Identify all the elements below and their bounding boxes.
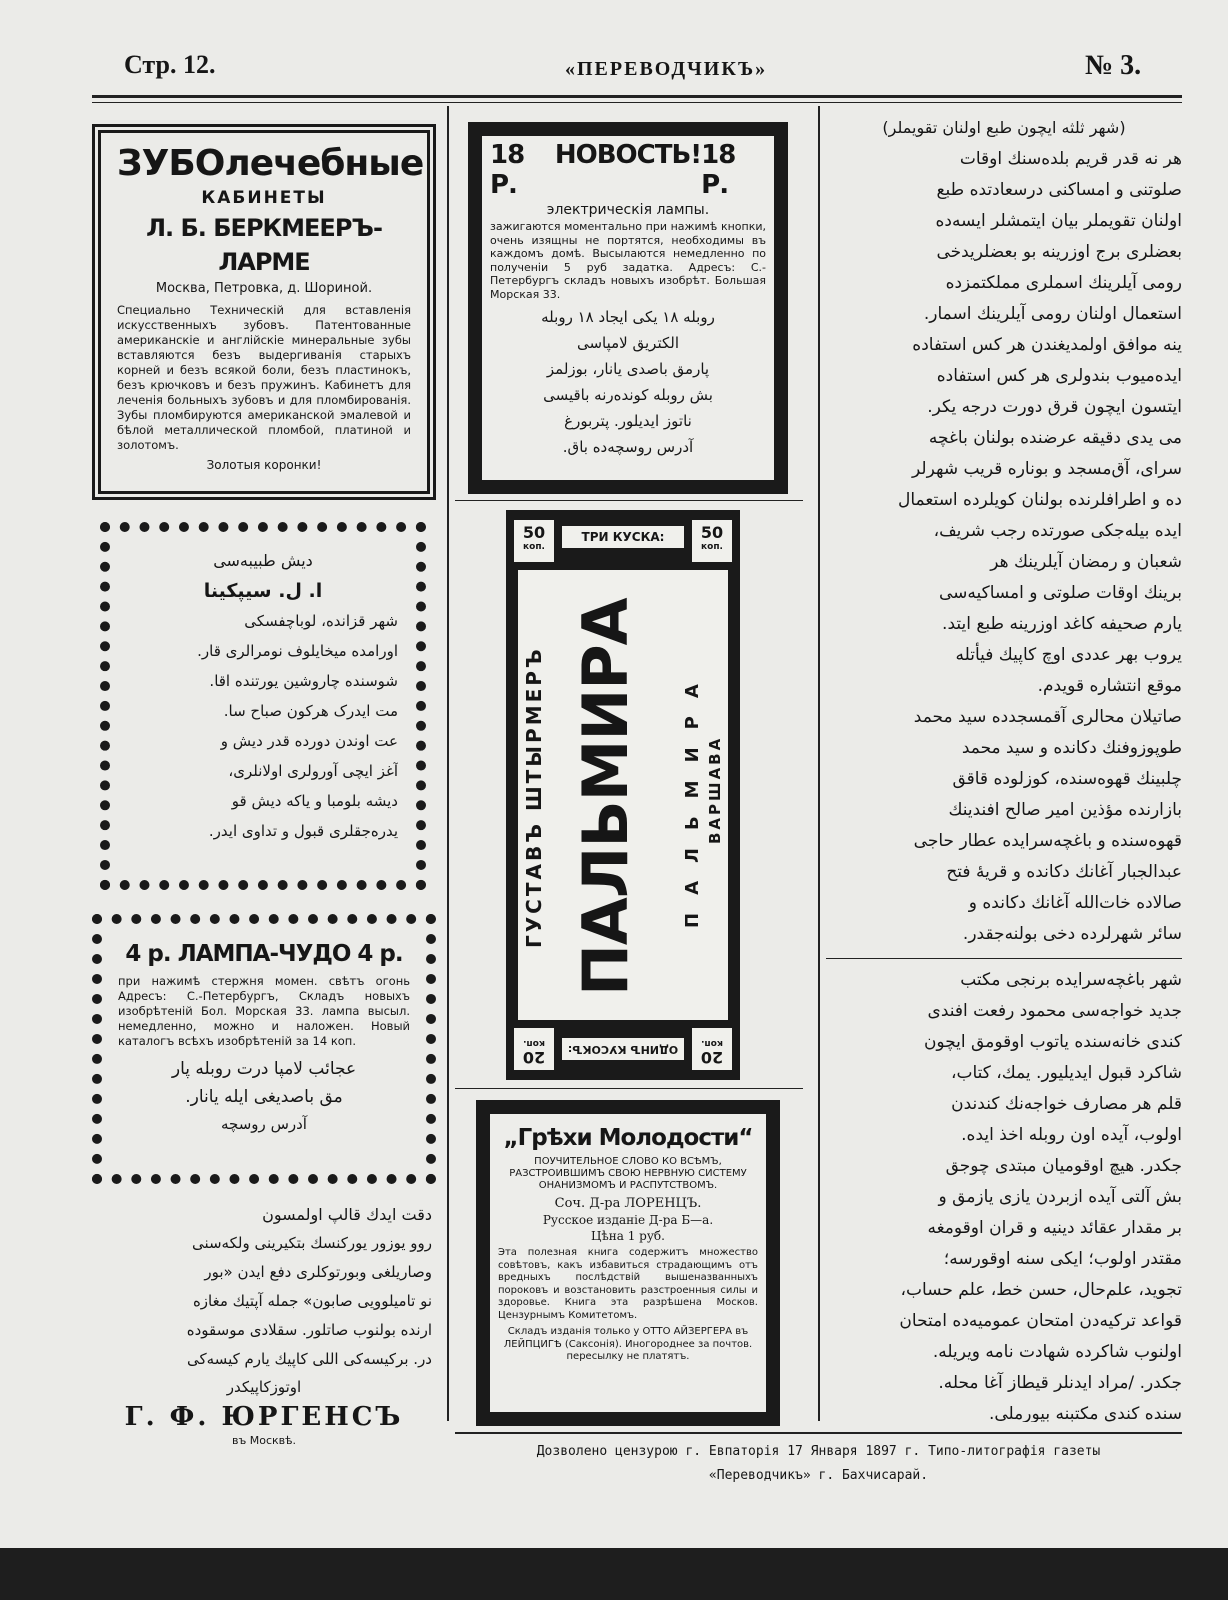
- lamps-tatar-6: آدرس روسچه‌ده باق.: [562, 438, 694, 456]
- article-line: یارم صحیفه کاغد اوزرینه طبع ایتد.: [942, 614, 1182, 634]
- article-line: می یدی دقیقه عرضنده بولنان باغچه: [928, 428, 1182, 448]
- price-top-left-value: 50: [522, 523, 546, 542]
- price-top-right-value: 50: [700, 523, 724, 542]
- dentist-line-2: ا. ل. سیپکینا: [203, 580, 323, 602]
- article-line: اولنوب شاکرده شهادت نامه ویریله.: [932, 1342, 1182, 1362]
- article-line: شعبان و رمضان آیلرینك هر: [990, 552, 1182, 572]
- lampa-chudo-ad: [92, 914, 436, 1184]
- article-line: استعمال اولنان رومی آیلرینك اسمار.: [923, 304, 1182, 324]
- article-line: مقتدر اولوب؛ ایکی سنه اوقورسه؛: [943, 1249, 1182, 1269]
- article-line: قواعد ترکیه‌دن امتحان عمومیه‌ده امتحان: [899, 1311, 1182, 1331]
- lampa-chudo-title: 4 р. ЛАМПА-ЧУДО 4 р.: [125, 941, 403, 967]
- article-line: ینه موافق اولمدیغندن هر کس استفاده: [912, 335, 1182, 355]
- soap-ad-city: въ Москвѣ.: [231, 1434, 297, 1447]
- imprint-line-2: «Переводчикъ» г. Бахчисарай.: [708, 1468, 929, 1483]
- imprint-line-1: Дозволено цензурою г. Евпаторія 17 Января 1897 г. Типо-литографія газеты: [536, 1444, 1101, 1459]
- soap-line-3: وصاریلغی وبورتوکلری دفع ایدن «بور: [204, 1263, 432, 1281]
- lamps-price-right: 18 Р.: [701, 140, 736, 200]
- column-rule-left: [447, 106, 449, 1421]
- price-badge-top-right: [690, 518, 734, 564]
- right-column-article: [826, 112, 1182, 1422]
- lampa-chudo-tatar-2: مق باصدیغی ایله یانار.: [185, 1087, 343, 1107]
- article-line: شهر باغچەسرایده برنجی مکتب: [960, 970, 1182, 990]
- dental-ad-title: ЗУБОлечебные: [117, 143, 424, 184]
- article-line: اولوب، آیده اون روبله اخذ ایده.: [961, 1125, 1182, 1145]
- article-line: قلم هر مصارف خواجەنك کندندن: [951, 1094, 1182, 1114]
- article-line: سنده کندی مکتبنه بیورملی.: [988, 1404, 1182, 1422]
- lamps-title-row: [490, 140, 766, 200]
- dental-ad-name: Л. Б. БЕРКМЕЕРЪ-ЛАРМЕ: [146, 214, 382, 276]
- lamps-subtitle: электрическія лампы.: [546, 202, 710, 218]
- book-title: „Грѣхи Молодости“: [503, 1125, 753, 1151]
- book-footer: Складъ изданія только у ОТТО АЙЗЕРГЕРА въ ЛЕЙПЦИГѢ (Саксонія). Иногороднее за почтов. пересылку не платятъ.: [503, 1326, 753, 1362]
- article-line: جکدر. هیچ اوقومیان مبتدی چوجق: [945, 1156, 1182, 1176]
- price-bottom-left-value: 20: [522, 1048, 546, 1067]
- dental-ad-body: Специально Техническій для вставленія искусственныхъ зубовъ. Патентованные американскіе и англійскіе минеральные зубы вставляются безъ выдергиванія старыхъ корней и безъ всякой боли, безъ пластинокъ, безъ крючковъ и безъ пружинъ. Кабинетъ для леченія больныхъ зубовъ и для пломбированія. Зубы пломбируются американской эмалевой и бѣлой металлической пломбой, платиной и золотомъ.: [117, 303, 411, 452]
- article-line: یروب بهر عددی اوچ کاپیك فیأتله: [955, 645, 1182, 665]
- article-line: بعضلری برج اوزرینه بو بعضلریدخی: [936, 242, 1182, 262]
- article-line: تجوید، علم‌حال، حسن خط، علم حساب،: [900, 1280, 1182, 1300]
- header-rule: [92, 95, 1182, 98]
- book-subtitle: ПОУЧИТЕЛЬНОЕ СЛОВО КО ВСѢМЪ, РАЗСТРОИВШИМЪ СВОЮ НЕРВНУЮ СИСТЕМУ ОНАНИЗМОМЪ И РАСПУТСТВОМЪ.: [509, 1156, 747, 1191]
- article-line: قهوەسنده و باغچەسرایده عطار حاجی: [913, 831, 1182, 851]
- price-badge-top-left: [512, 518, 556, 564]
- article-line: ده و اطرافلرنده بولنان کویلرده استعمال: [898, 490, 1182, 510]
- dentist-tatar-ad: [100, 522, 426, 890]
- article-line: بازارنده مؤذین امیر صالح افندینك: [948, 800, 1182, 820]
- book-ad: [476, 1100, 780, 1426]
- one-piece-label: ОДИНЪ КУСОКЪ:: [562, 1038, 684, 1060]
- soap-line-6: در. برکیسەکی اللی کاپیك یارم کیسه‌کی: [187, 1350, 432, 1368]
- lamps-tatar-1: روبله ۱۸ یکی ایجاد ۱۸ روبله: [541, 308, 715, 326]
- article-line: ایدەمیوب بندولری هر کس استفاده: [936, 366, 1182, 386]
- lamps-price-left: 18 Р.: [490, 140, 525, 200]
- palmira-side-letters: ПАЛЬМИРА: [682, 666, 703, 928]
- article-line: صالاده خات‌الله آغانك دکانده و: [968, 893, 1182, 913]
- price-badge-bottom-right: [690, 1026, 734, 1072]
- dental-ad-address: Москва, Петровка, д. Шориной.: [155, 281, 373, 296]
- book-author: Соч. Д-ра ЛОРЕНЦЪ.: [554, 1196, 702, 1211]
- article-line: سائر شهرلرده دخی بولنەجقدر.: [962, 924, 1182, 944]
- dental-ad-subtitle: КАБИНЕТЫ: [201, 188, 327, 208]
- shtyrmer-vertical-name: ГУСТАВЪ ШТЫРМЕРЪ: [522, 646, 546, 948]
- soap-ad-name: Г. Ф. ЮРГЕНСЪ: [124, 1402, 404, 1432]
- shtyrmer-city: ВАРШАВА: [706, 735, 724, 845]
- article-line: موقع انتشاره قویدم.: [1037, 676, 1182, 696]
- footer-rule: [455, 1432, 1182, 1434]
- dentist-line-5: شوسنده چاروشین یورتنده اقا.: [209, 672, 398, 690]
- article-line: عبدالجبار آغانك دکانده و قریهٔ فتح: [946, 862, 1182, 882]
- article-line: ایتسون ایچون قرق دورت درجه یکر.: [927, 397, 1182, 417]
- lampa-chudo-tatar-3: آدرس روسچه: [221, 1115, 307, 1133]
- issue-number: № 3.: [1085, 50, 1142, 81]
- price-top-right-unit: коп.: [701, 542, 723, 552]
- dentist-line-1: دیش طبیبەسی: [213, 551, 313, 570]
- dental-ad-footer: Золотыя коронки!: [206, 458, 322, 472]
- article-heading: (شهر ثلثه ایچون طبع اولنان تقویملر): [882, 118, 1126, 137]
- lampa-chudo-body: при нажимѣ стержня момен. свѣтъ огонь Адресъ: С.-Петербургъ, Складъ новыхъ изобрѣтеній Бол. Морская 33. лампа высыл. немедленно, можно и наложен. Новый каталогъ всѣхъ изобрѣтеній за 14 коп.: [118, 974, 410, 1048]
- article-line: ایده بیلەجکی صورتده رجب شریف،: [933, 521, 1182, 541]
- scan-edge: [0, 1548, 1228, 1600]
- dentist-line-7: عت اوندن دورده قدر دیش و: [220, 732, 398, 750]
- lamps-tatar-5: ناتوز ایدیلور. پتربورغ: [564, 412, 692, 430]
- shtyrmer-soap-ad: [506, 510, 740, 1080]
- lamps-title: НОВОСТЬ!: [554, 140, 702, 170]
- article-line: جکدر. /مراد ایدنلر قیطاز آغا محله.: [938, 1373, 1182, 1393]
- imprint-footer: [455, 1440, 1182, 1500]
- book-edition: Русское изданіе Д-ра Б—а.: [542, 1213, 714, 1227]
- book-body: Эта полезная книга содержитъ множество совѣтовъ, какъ избавиться страдающимъ отъ вредныхъ послѣдствій вышеназванныхъ пороковъ и возстановить разстроенныя силы и здоровье. Книга эта разрѣшена Москов. Цензурнымъ Комитетомъ.: [498, 1247, 758, 1321]
- soap-line-7: اوتوزکاپیکدر: [226, 1378, 302, 1396]
- article-line: جدید خواجەسی محمود رفعت افندی: [927, 1001, 1182, 1021]
- column-rule-right: [818, 106, 820, 1421]
- dental-cabinet-ad: [92, 124, 436, 500]
- price-bottom-right-unit: коп.: [701, 1038, 723, 1048]
- article-line: هر نه قدر قریم بلدەسنك اوقات: [959, 149, 1182, 169]
- article-line: صاتیلان محالری آقمسجدده سید محمد: [913, 707, 1182, 727]
- book-price: Цѣна 1 руб.: [591, 1229, 665, 1243]
- article-line: شاکرد قبول ایدیلیور. یمك، کتاب،: [950, 1063, 1182, 1083]
- dentist-line-8: آغز ایچی آورولری اولانلری،: [228, 762, 398, 780]
- newspaper-title: «ПЕРЕВОДЧИКЪ»: [565, 58, 768, 80]
- dentist-line-3: شهر قزانده، لوباچفسکی: [244, 612, 398, 630]
- article-line: بش آلتی آیده ازبردن یازی یازمق و: [938, 1187, 1182, 1207]
- soap-line-2: روو یوزور یورکنسك بتکیرینی ولکەسنی: [191, 1234, 432, 1252]
- mid-rule-1: [455, 500, 803, 501]
- dentist-line-10: یدرەجقلری قبول و تداوی ایدر.: [208, 822, 398, 840]
- article-line: اولنان تقویملر بیان ایتمشلر ایسەده: [935, 211, 1182, 231]
- palmira-big-word: ПАЛЬМИРА: [569, 598, 642, 996]
- page-number: Стр. 12.: [124, 50, 216, 79]
- price-badge-bottom-left: [512, 1026, 556, 1072]
- article-line: چلبینك قهوەسنده، کوزلوده قاقق: [952, 769, 1182, 789]
- article-line: رومی آیلرینك اسملری مملکتمزده: [945, 273, 1182, 293]
- article-separator: [826, 958, 1182, 959]
- soap-line-5: ارنده بولنوب صاتلور. سقلادی موسقوده: [186, 1321, 432, 1339]
- dentist-line-4: اورامده میخایلوف نومرالری قار.: [197, 642, 398, 660]
- dentist-line-9: دیشه بلومبا و یاکه دیش قو: [231, 792, 398, 810]
- lamps-tatar-4: بش روبله کوندەرنە باقیسی: [543, 386, 713, 404]
- article-line: بر مقدار عقائد دینیه و قران اوقومغه: [927, 1218, 1182, 1238]
- price-top-left-unit: коп.: [523, 542, 545, 552]
- soap-line-1: دقت ایدك قالپ اولمسون: [262, 1205, 432, 1224]
- soap-line-4: نو تامیلوویی صابون» جمله آپتیك مغازه: [192, 1292, 432, 1310]
- lampa-chudo-tatar-1: عجائب لامپا درت روبله پار: [171, 1059, 357, 1079]
- three-pieces-label: ТРИ КУСКА:: [562, 526, 684, 548]
- electric-lamps-ad: [468, 122, 788, 494]
- dentist-line-6: مت ایدرک هرکون صباح سا.: [223, 702, 398, 720]
- article-line: صلوتنی و امساکنی درسعادتده طبع: [936, 180, 1182, 200]
- price-bottom-left-unit: коп.: [523, 1038, 545, 1048]
- header-rule-thin: [92, 102, 1182, 103]
- mid-rule-2: [455, 1088, 803, 1089]
- lamps-body: зажигаются моментально при нажимѣ кнопки, очень изящны не портятся, необходимы въ каждомъ домѣ. Высылаются немедленно по полученіи 5 руб задатка. Адресъ: С.-Петербургъ складъ новыхъ изобрѣт. Большая Морская 33.: [490, 220, 766, 301]
- article-line: سرای، آق‌مسجد و بوناره قریب شهرلر: [912, 459, 1182, 479]
- article-line: برینك اوقات صلوتی و امساکیەسی: [938, 583, 1182, 603]
- soap-ad: [92, 1196, 436, 1500]
- lamps-tatar-2: الکتریق لامپاسی: [576, 334, 680, 352]
- article-line: کندی خانەسنده یاتوب اوقومق ایچون: [923, 1032, 1182, 1052]
- lamps-tatar-3: پارمق باصدی یانار، بوزلمز: [546, 360, 710, 378]
- price-bottom-right-value: 20: [700, 1048, 724, 1067]
- article-line: طوپوزوفنك دکانده و سید محمد: [961, 738, 1182, 758]
